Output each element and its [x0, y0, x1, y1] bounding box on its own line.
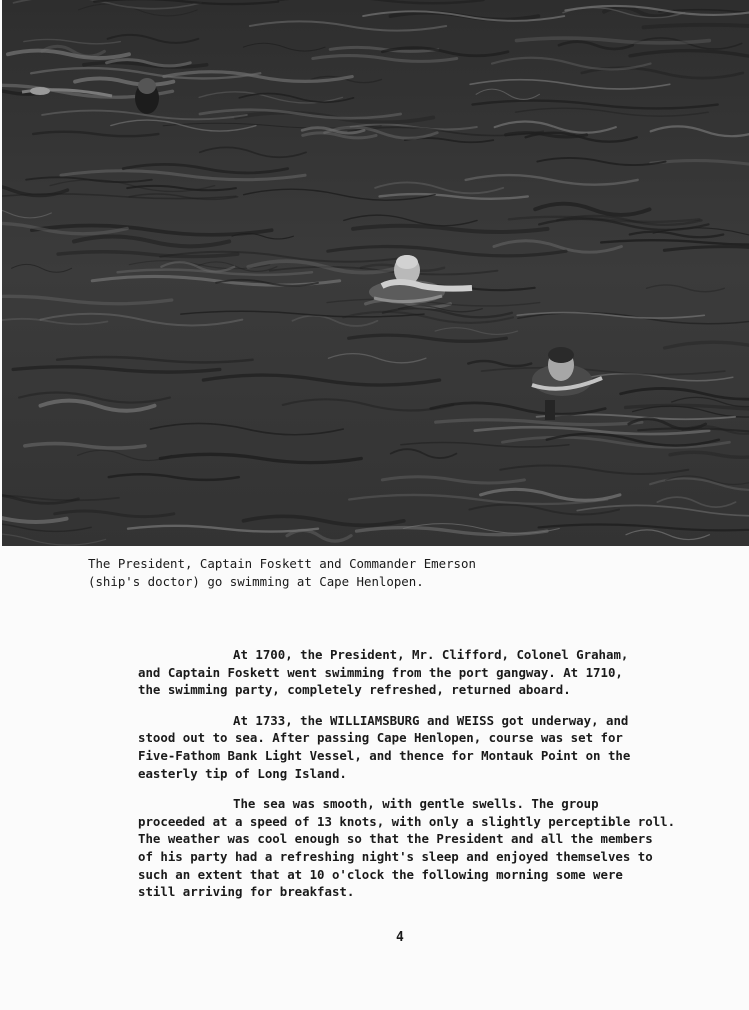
paragraph-lead: At 1700, the President, Mr. Clifford, Colonel Graham, [233, 647, 629, 662]
paragraph-lead: At 1733, the WILLIAMSBURG and WEISS got underway, and [233, 712, 629, 728]
photo-caption: The President, Captain Foskett and Commander Emerson (ship's doctor) go swimming at Cape Henlopen. [88, 556, 476, 589]
paragraph-rest: proceeded at a speed of 13 knots, with only a slightly perceptible roll. The weather was cool enough so that the President and all the members of his party had a refreshing night's sleep and enjoyed themselves to such an extent that at 10 o'clock the following morning some were still arriving for breakfast. [138, 813, 676, 900]
paragraph-rest: stood out to sea. After passing Cape Henlopen, course was set for Five-Fathom Bank Light Vessel, and thence for Montauk Point on the easterly tip of Long Island. [138, 730, 631, 781]
swimmers-photo [2, 0, 749, 546]
paragraph-swimming [138, 646, 718, 699]
paragraph-sea [138, 795, 718, 901]
paragraph-rest: and Captain Foskett went swimming from the port gangway. At 1710, the swimming party, completely refreshed, returned aboard. [138, 664, 623, 698]
paragraph-lead: The sea was smooth, with gentle swells. The group [233, 796, 599, 812]
paragraph-underway [138, 712, 718, 782]
body-text [138, 646, 718, 914]
page-number: 4 [396, 930, 404, 945]
